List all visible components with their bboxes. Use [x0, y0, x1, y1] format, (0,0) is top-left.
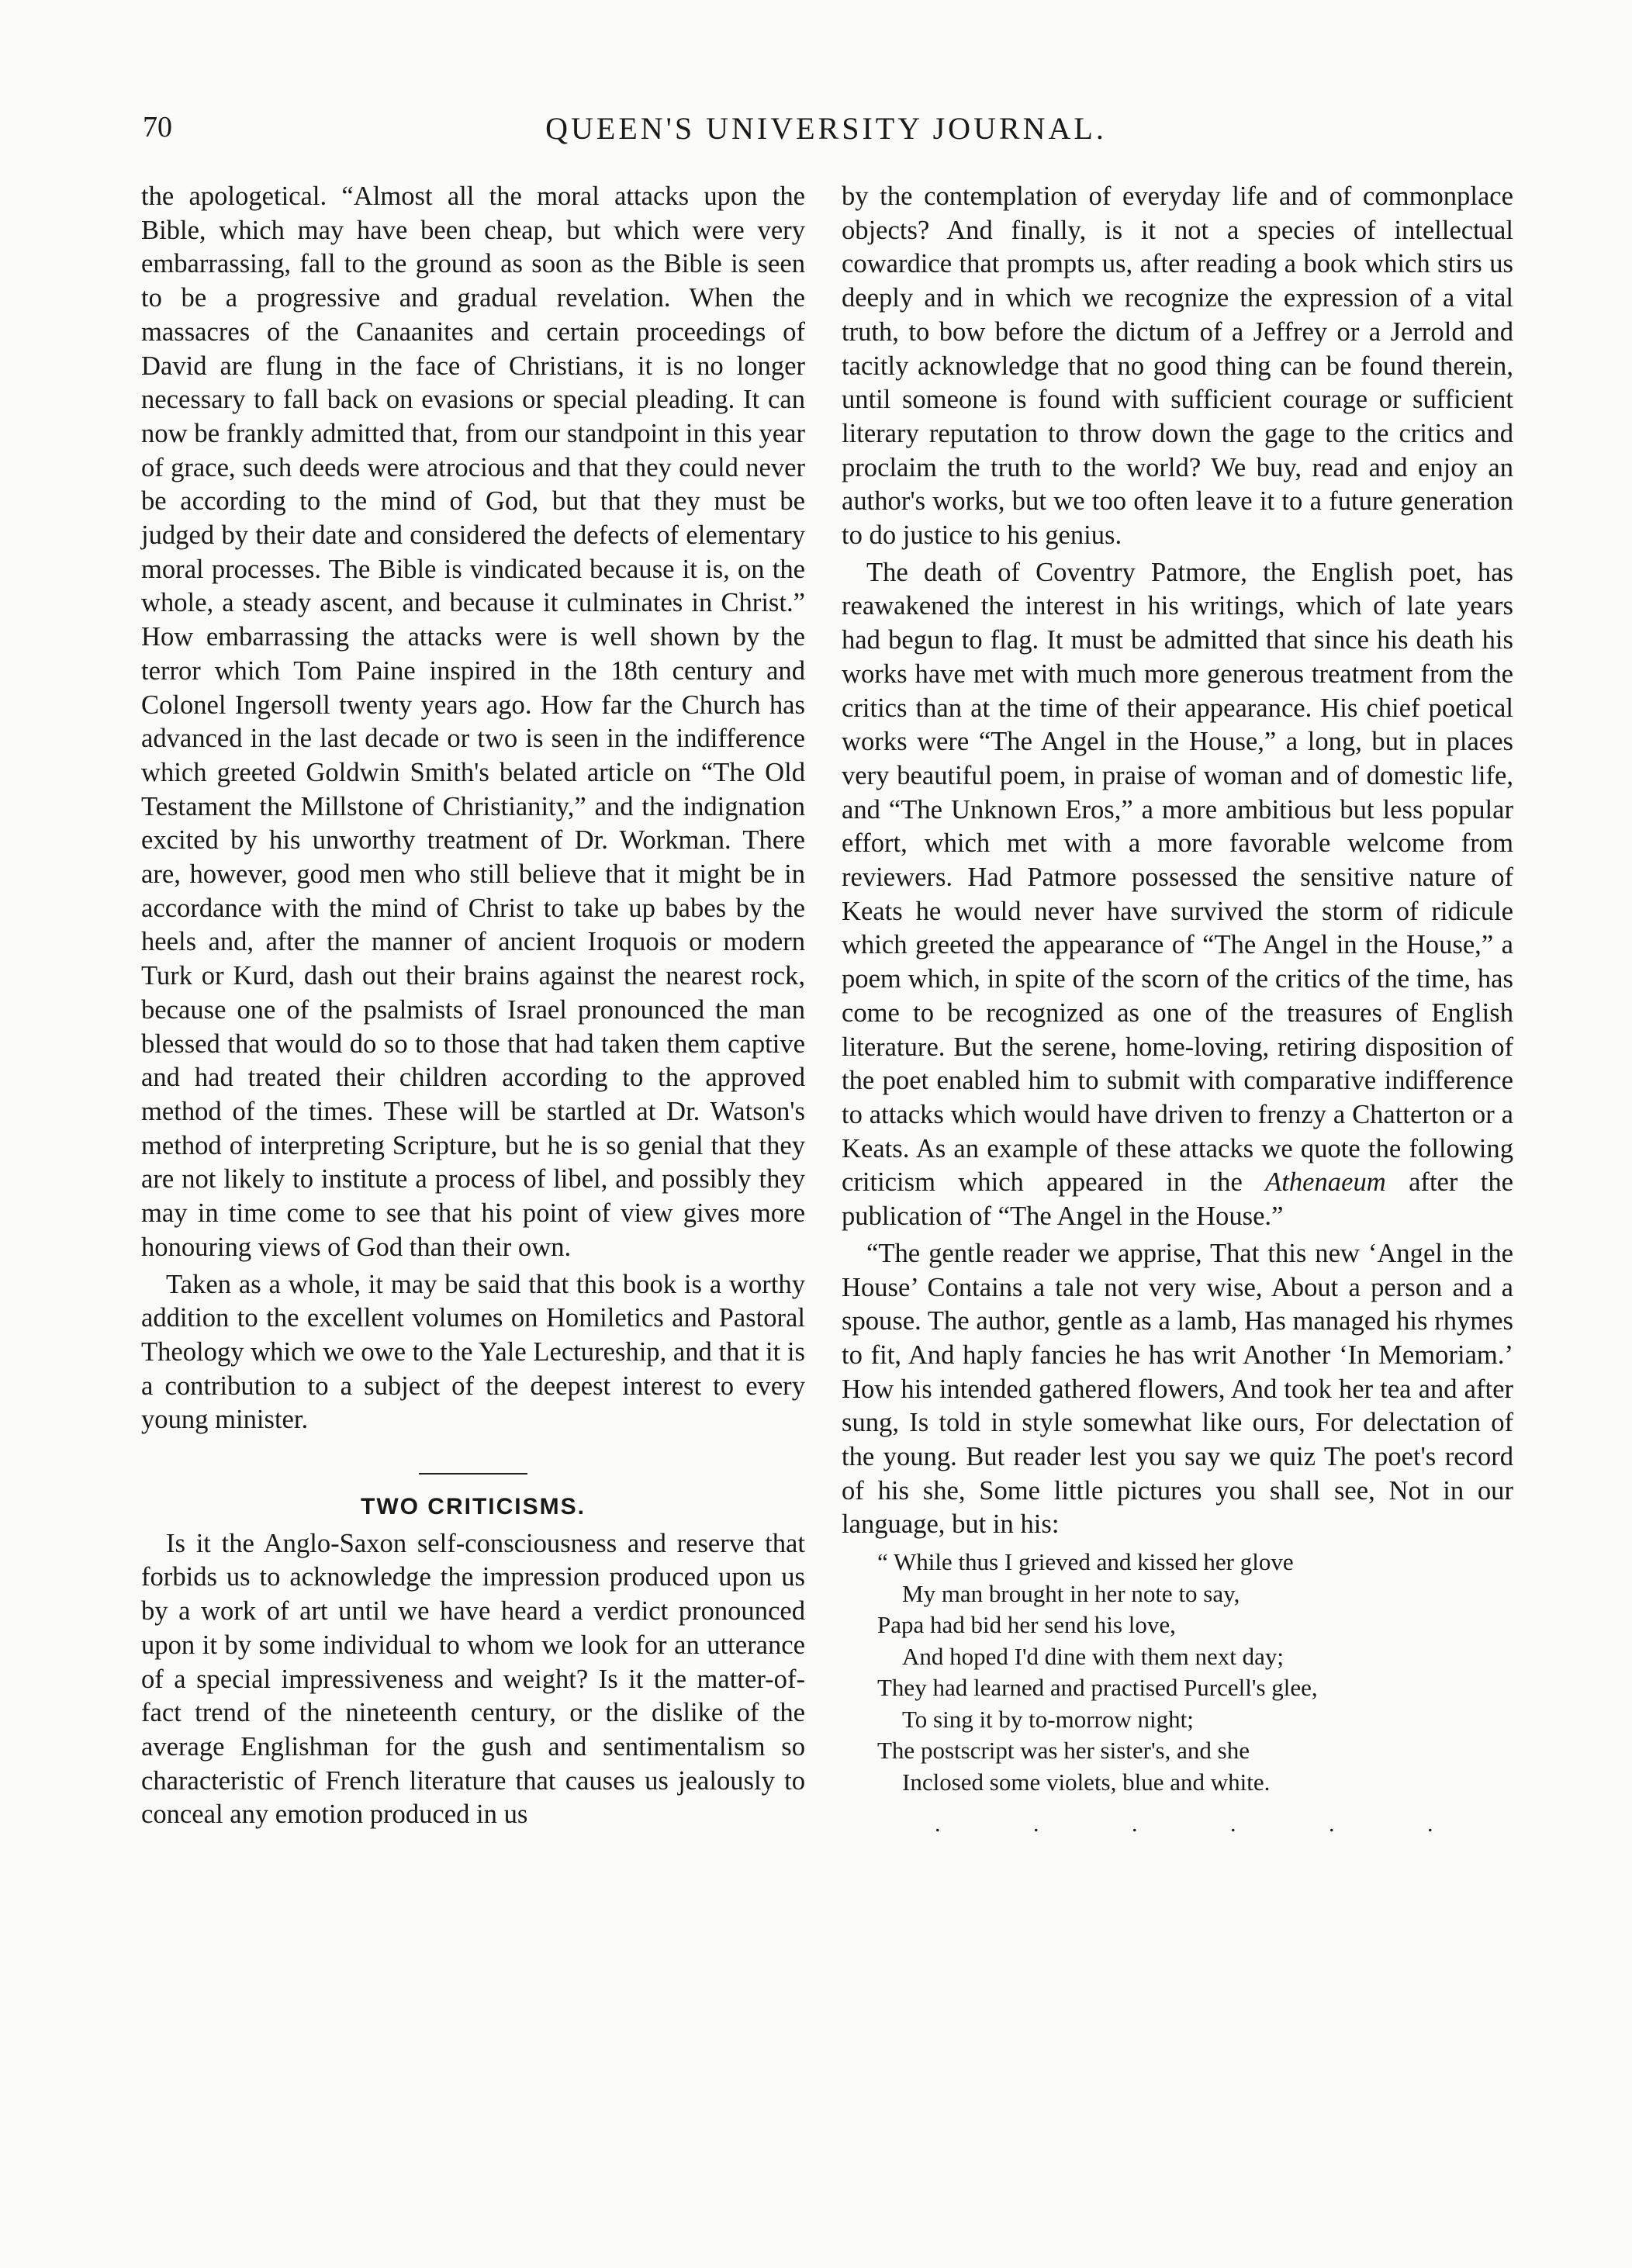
page-number: 70	[143, 111, 172, 143]
verse-line: To sing it by to-morrow night;	[902, 1705, 1194, 1733]
verse-line: They had learned and practised Purcell's glee,	[877, 1674, 1318, 1702]
paragraph-apologetical: the apologetical. “Almost all the moral attacks upon the Bible, which may have been cheap, but which were very embarrassing, fall to the ground as soon as the Bible is seen to be a progressive and gradual revelation. When the massacres of the Canaanites and certain proceedings of David are flung in the face of Christians, it is no longer necessary to fall back on evasions or special pleading. It can now be frankly admitted that, from our standpoint in this year of grace, such deeds were atrocious and that they could never be according to the mind of God, but that they must be judged by their date and considered the defects of elementary moral processes. The Bible is vindicated because it is, on the whole, a steady ascent, and because it culminates in Christ.” How embarrassing the attacks were is well shown by the terror which Tom Paine inspired in the 18th century and Colonel Ingersoll twenty years ago. How far the Church has advanced in the last decade or two is seen in the indifference which greeted Goldwin Smith's belated article on “The Old Testament the Millstone of Christianity,” and the indignation excited by his unworthy treatment of Dr. Workman. There are, however, good men who still believe that it might be in accordance with the mind of Christ to take up babes by the heels and, after the manner of ancient Iroquois or modern Turk or Kurd, dash out their brains against the nearest rock, because one of the psalmists of Israel pronounced the man blessed that would do so to those that had taken them captive and had treated their children according to the approved method of the times. These will be startled at Dr. Watson's method of interpreting Scripture, but he is so genial that they are not likely to institute a process of libel, and possibly they may in time come to see that his point of view gives more honouring views of God than their own.	[141, 182, 805, 1262]
paragraph-summary: Taken as a whole, it may be said that this book is a worthy addition to the excellent volumes on Homiletics and Pastoral Theology which we owe to the Yale Lectureship, and that it is a contribution to a subject of the deepest interest to every young minister.	[141, 1269, 805, 1435]
verse-line: And hoped I'd dine with them next day;	[902, 1642, 1285, 1670]
patmore-text-end: after the publication of “The Angel in the House.”	[842, 1167, 1513, 1232]
paragraph-anglo-saxon: Is it the Anglo-Saxon self-consciousness and reserve that forbids us to acknowledge the impression produced upon us by a work of art until we have heard a verdict pronounced upon it by some individual to whom we look for an utterance of a special impressiveness and weight? Is it the matter-of-fact trend of the nineteenth century, or the dislike of the average Englishman for the gush and sentimentalism so characteristic of French literature that causes us jealously to conceal any emotion produced in us	[141, 1528, 805, 1830]
verse-ellipsis: . . . . . .	[935, 1811, 1477, 1838]
verse-line: My man brought in her note to say,	[902, 1579, 1240, 1607]
verse-line: Inclosed some violets, blue and white.	[902, 1768, 1271, 1796]
right-column	[842, 180, 1513, 1841]
left-column	[141, 180, 805, 1832]
patmore-text: The death of Coventry Patmore, the English poet, has reawakened the interest in his writings, which of late years had begun to flag. It must be admitted that since his death his works have met with much more generous treatment from the critics than at the time of their appearance. His chief poetical works were “The Angel in the House,” a long, but in places very beautiful poem, in praise of woman and of domestic life, and “The Unknown Eros,” a more ambitious but less popular effort, which met with a more favorable welcome from reviewers. Had Patmore possessed the sensitive nature of Keats he would never have survived the storm of ridicule which greeted the appearance of “The Angel in the House,” a poem which, in spite of the scorn of the critics of the time, has come to be recognized as one of the treasures of English literature. But the serene, home-loving, retiring disposition of the poet enabled him to submit with comparative indifference to attacks which would have driven to frenzy a Chatterton or a Keats. As an example of these attacks we quote the following criticism which appeared in the	[842, 557, 1513, 1198]
section-heading: TWO CRITICISMS.	[361, 1494, 586, 1520]
athenaeum-title: Athenaeum	[1265, 1167, 1386, 1198]
verse-line: The postscript was her sister's, and she	[877, 1737, 1250, 1765]
paragraph-gentle-reader: “The gentle reader we apprise, That this new ‘Angel in the House’ Contains a tale not very wise, About a person and a spouse. The author, gentle as a lamb, Has managed his rhymes to fit, And haply fancies he has writ Another ‘In Memoriam.’ How his intended gathered flowers, And took her tea and after sung, Is told in style somewhat like ours, For delectation of the young. But reader lest you say we quiz The poet's record of his she, Some little pictures you shall see, Not in our language, but in his:	[842, 1238, 1513, 1540]
verse-line: Papa had bid her send his love,	[877, 1611, 1176, 1639]
paragraph-patmore	[842, 556, 1513, 1234]
page-header	[140, 110, 1513, 157]
running-title: QUEEN'S UNIVERSITY JOURNAL.	[545, 111, 1107, 146]
verse-line: “ While thus I grieved and kissed her glove	[877, 1548, 1294, 1576]
paragraph-contemplation: by the contemplation of everyday life and of commonplace objects? And finally, is it not a species of intellectual cowardice that prompts us, after reading a book which stirs us deeply and in which we recognize the expression of a vital truth, to bow before the dictum of a Jeffrey or a Jerrold and tacitly acknowledge that no good thing can be found therein, until someone is found with sufficient courage or sufficient literary reputation to throw down the gage to the critics and proclaim the truth to the world? We buy, read and enjoy an author's works, but we too often leave it to a future generation to do justice to his genius.	[842, 182, 1513, 551]
section-divider	[419, 1473, 527, 1475]
verse-block	[877, 1547, 1513, 1841]
